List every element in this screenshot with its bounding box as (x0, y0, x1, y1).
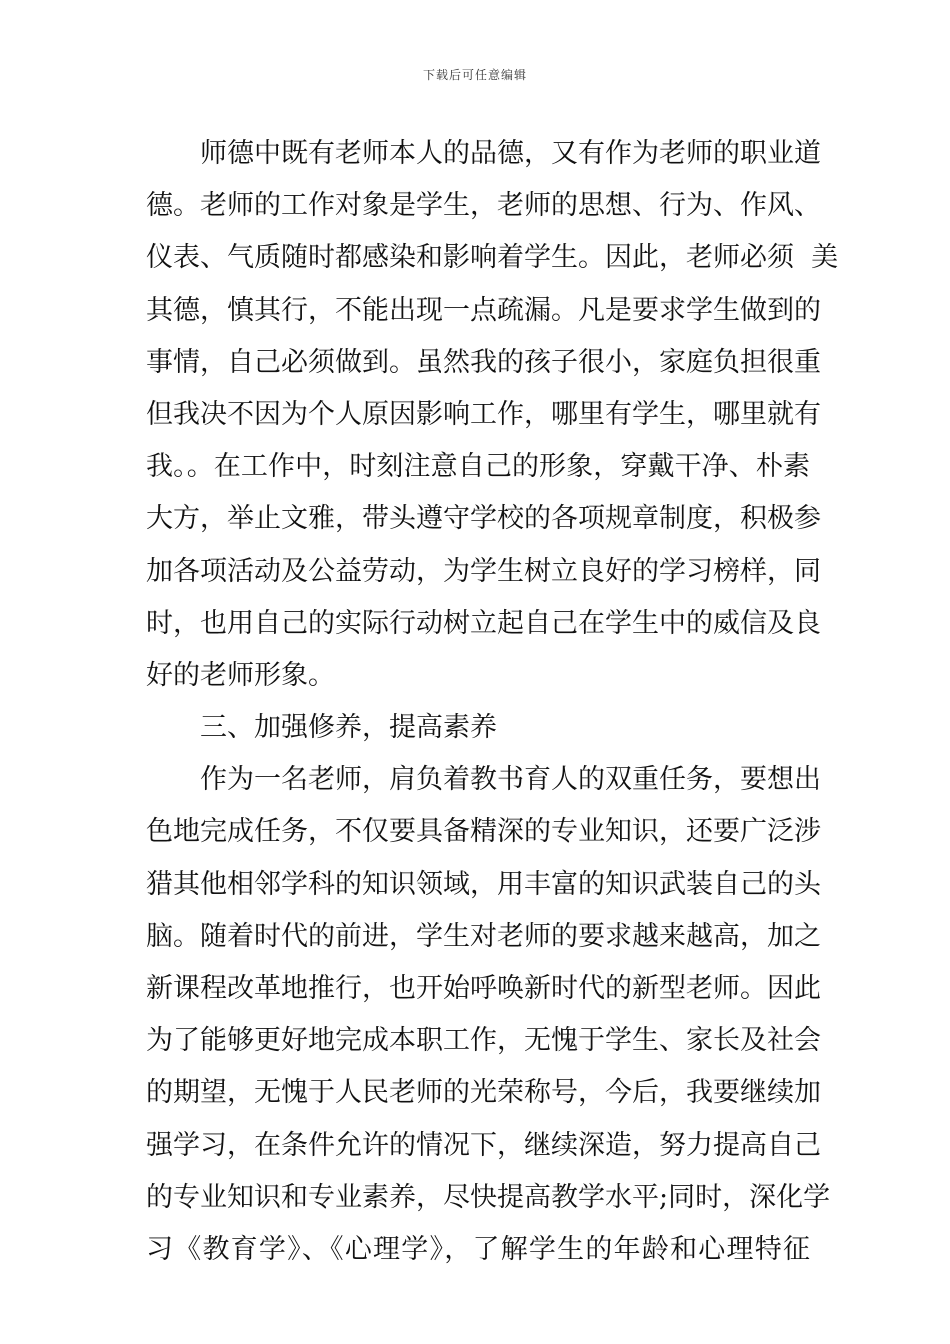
text-line: 师德中既有老师本人的品德，又有作为老师的职业道 (200, 138, 821, 169)
text-line: 但我决不因为个人原因影响工作，哪里有学生，哪里就有 (146, 398, 821, 430)
text-line: 新课程改革地推行，也开始呼唤新时代的新型老师。因此 (146, 973, 821, 1004)
text-line: 为了能够更好地完成本职工作，无愧于学生、家长及社会 (146, 1025, 821, 1057)
text-line: 的期望，无愧于人民老师的光荣称号，今后，我要继续加 (146, 1077, 821, 1109)
text-line: 其德，慎其行，不能出现一点疏漏。凡是要求学生做到的 (146, 294, 821, 326)
text-line: 加各项活动及公益劳动，为学生树立良好的学习榜样，同 (146, 555, 821, 587)
text-line: 我。。在工作中，时刻注意自己的形象，穿戴干净、朴素 (146, 451, 810, 483)
text-line: 德。老师的工作对象是学生，老师的思想、行为、作风、 (146, 190, 821, 222)
text-line: 强学习，在条件允许的情况下，继续深造，努力提高自己 (146, 1129, 821, 1161)
text-line: 作为一名老师，肩负着教书育人的双重任务，要想出 (200, 764, 821, 796)
text-line: 色地完成任务，不仅要具备精深的专业知识，还要广泛涉 (146, 816, 821, 848)
text-line: 脑。随着时代的前进，学生对老师的要求越来越高，加之 (146, 920, 821, 952)
text-line: 大方，举止文雅，带头遵守学校的各项规章制度，积极参 (146, 503, 821, 535)
text-line: 习《教育学》、《心理学》，了解学生的年龄和心理特征 (146, 1233, 810, 1265)
document-body (146, 128, 839, 1276)
text-line: 好的老师形象。 (146, 659, 335, 691)
text-line: 时，也用自己的实际行动树立起自己在学生中的威信及良 (146, 607, 821, 639)
text-line: 仪表、气质随时都感染和影响着学生。因此，老师必须 美 (146, 242, 839, 274)
text-line: 猎其他相邻学科的知识领域，用丰富的知识武装自己的头 (146, 868, 821, 900)
text-line: 的专业知识和专业素养，尽快提高教学水平;同时，深化学 (146, 1181, 831, 1213)
text-line: 事情，自己必须做到。虽然我的孩子很小，家庭负担很重 (146, 346, 821, 378)
page-header-note: 下载后可任意编辑 (422, 68, 527, 82)
section-heading: 三、加强修养，提高素养 (200, 712, 497, 744)
